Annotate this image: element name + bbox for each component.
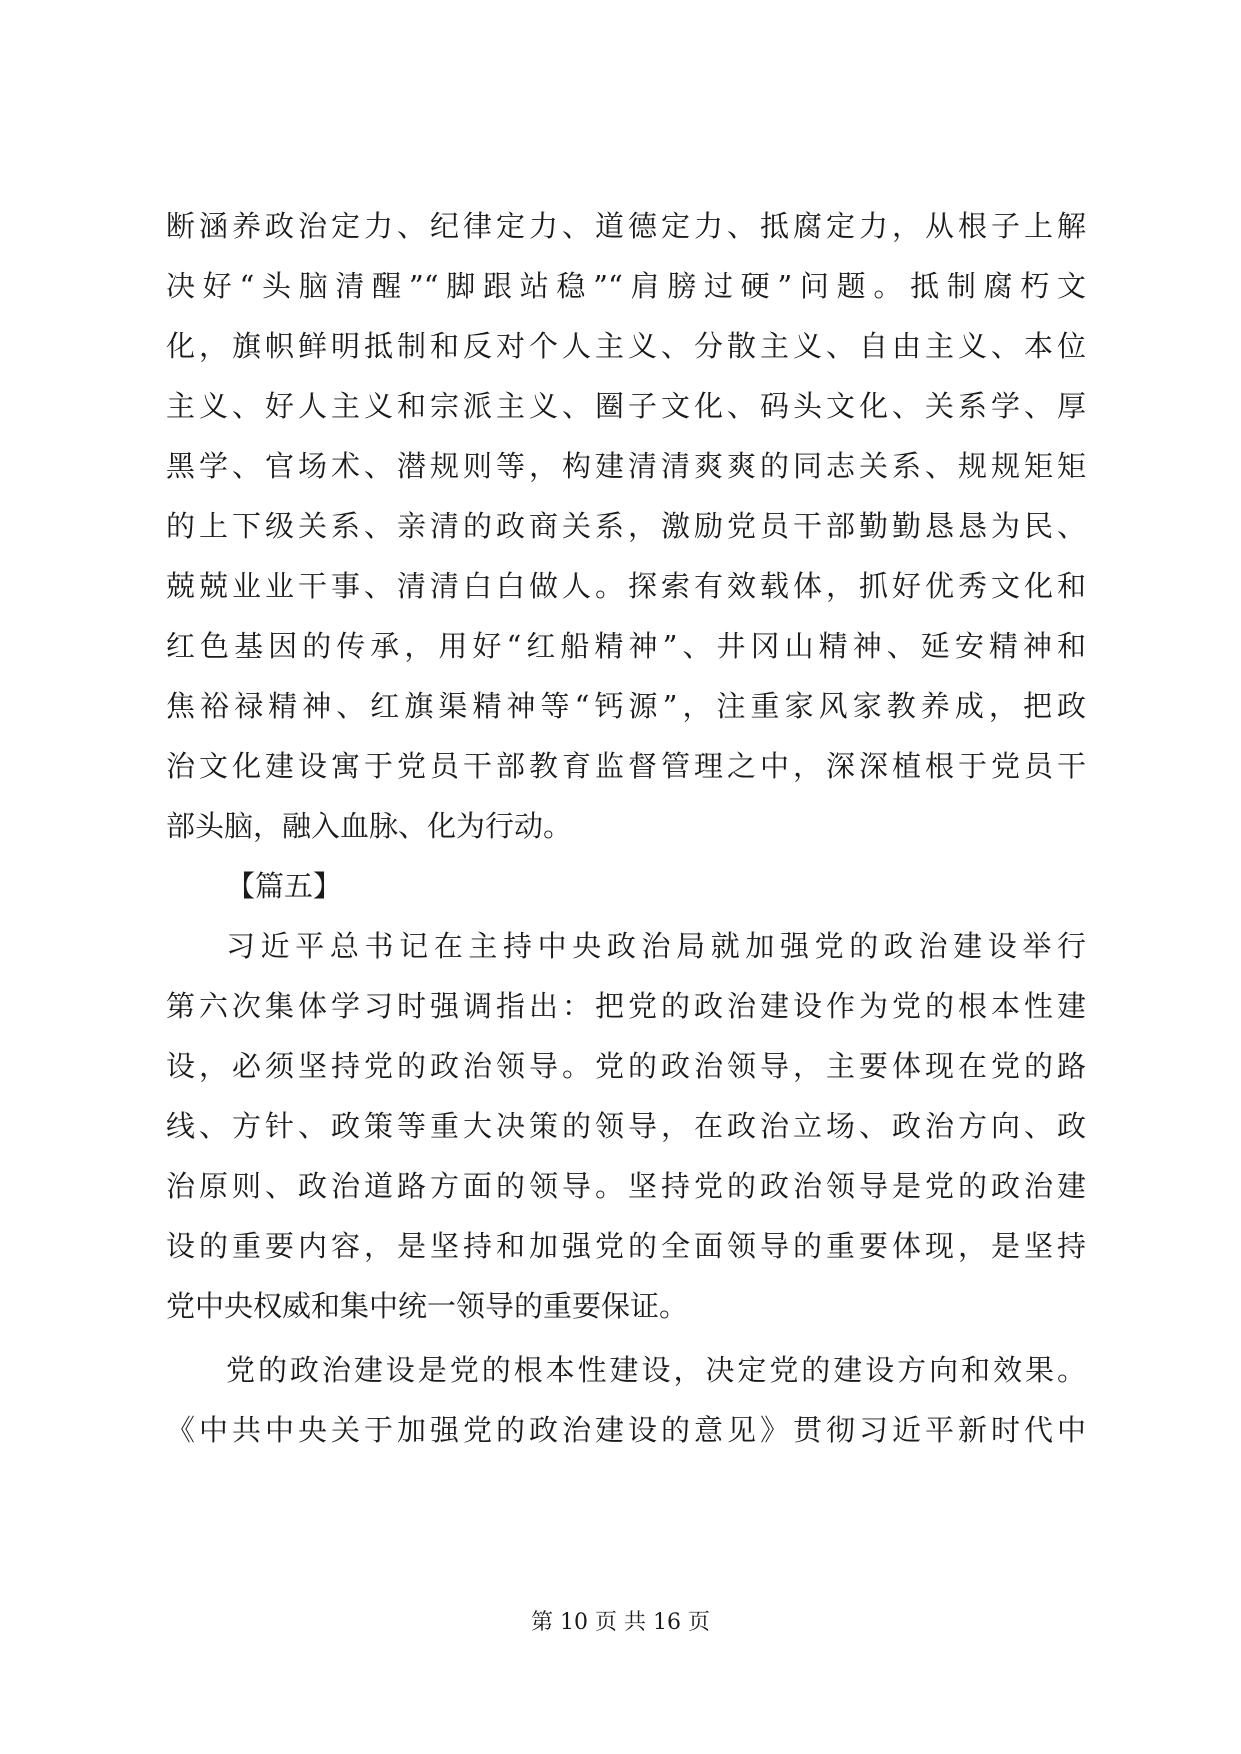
text-line: 线、方针、政策等重大决策的领导，在政治立场、政治方向、政 <box>166 1109 1086 1143</box>
text-line: 红色基因的传承，用好“红船精神”、井冈山精神、延安精神和 <box>166 629 1086 663</box>
text-line: 焦裕禄精神、红旗渠精神等“钙源”，注重家风家教养成，把政 <box>166 689 1086 723</box>
text-line: 党的政治建设是党的根本性建设，决定党的建设方向和效果。 <box>226 1353 1086 1387</box>
text-line: 习近平总书记在主持中央政治局就加强党的政治建设举行 <box>226 929 1086 963</box>
text-line: 断涵养政治定力、纪律定力、道德定力、抵腐定力，从根子上解 <box>166 209 1086 243</box>
text-line: 第六次集体学习时强调指出：把党的政治建设作为党的根本性建 <box>166 989 1086 1023</box>
text-line: 部头脑，融入血脉、化为行动。 <box>166 809 573 843</box>
text-line: 的上下级关系、亲清的政商关系，激励党员干部勤勤恳恳为民、 <box>166 509 1086 543</box>
text-line: 设，必须坚持党的政治领导。党的政治领导，主要体现在党的路 <box>166 1049 1086 1083</box>
text-line: 兢兢业业干事、清清白白做人。探索有效载体，抓好优秀文化和 <box>166 569 1086 603</box>
text-line: 党中央权威和集中统一领导的重要保证。 <box>166 1289 689 1323</box>
text-line: 决好“头脑清醒”“脚跟站稳”“肩膀过硬”问题。抵制腐朽文 <box>166 269 1086 303</box>
text-line: 设的重要内容，是坚持和加强党的全面领导的重要体现，是坚持 <box>166 1229 1086 1263</box>
text-line: 治原则、政治道路方面的领导。坚持党的政治领导是党的政治建 <box>166 1169 1086 1203</box>
text-line: 化，旗帜鲜明抵制和反对个人主义、分散主义、自由主义、本位 <box>166 329 1086 363</box>
section-heading: 【篇五】 <box>226 869 343 903</box>
text-line: 治文化建设寓于党员干部教育监督管理之中，深深植根于党员干 <box>166 749 1086 783</box>
text-line: 主义、好人主义和宗派主义、圈子文化、码头文化、关系学、厚 <box>166 389 1086 423</box>
text-line: 《中共中央关于加强党的政治建设的意见》贯彻习近平新时代中 <box>166 1413 1086 1447</box>
page-number-footer: 第 10 页 共 16 页 <box>531 1610 710 1635</box>
text-line: 黑学、官场术、潜规则等，构建清清爽爽的同志关系、规规矩矩 <box>166 449 1086 483</box>
